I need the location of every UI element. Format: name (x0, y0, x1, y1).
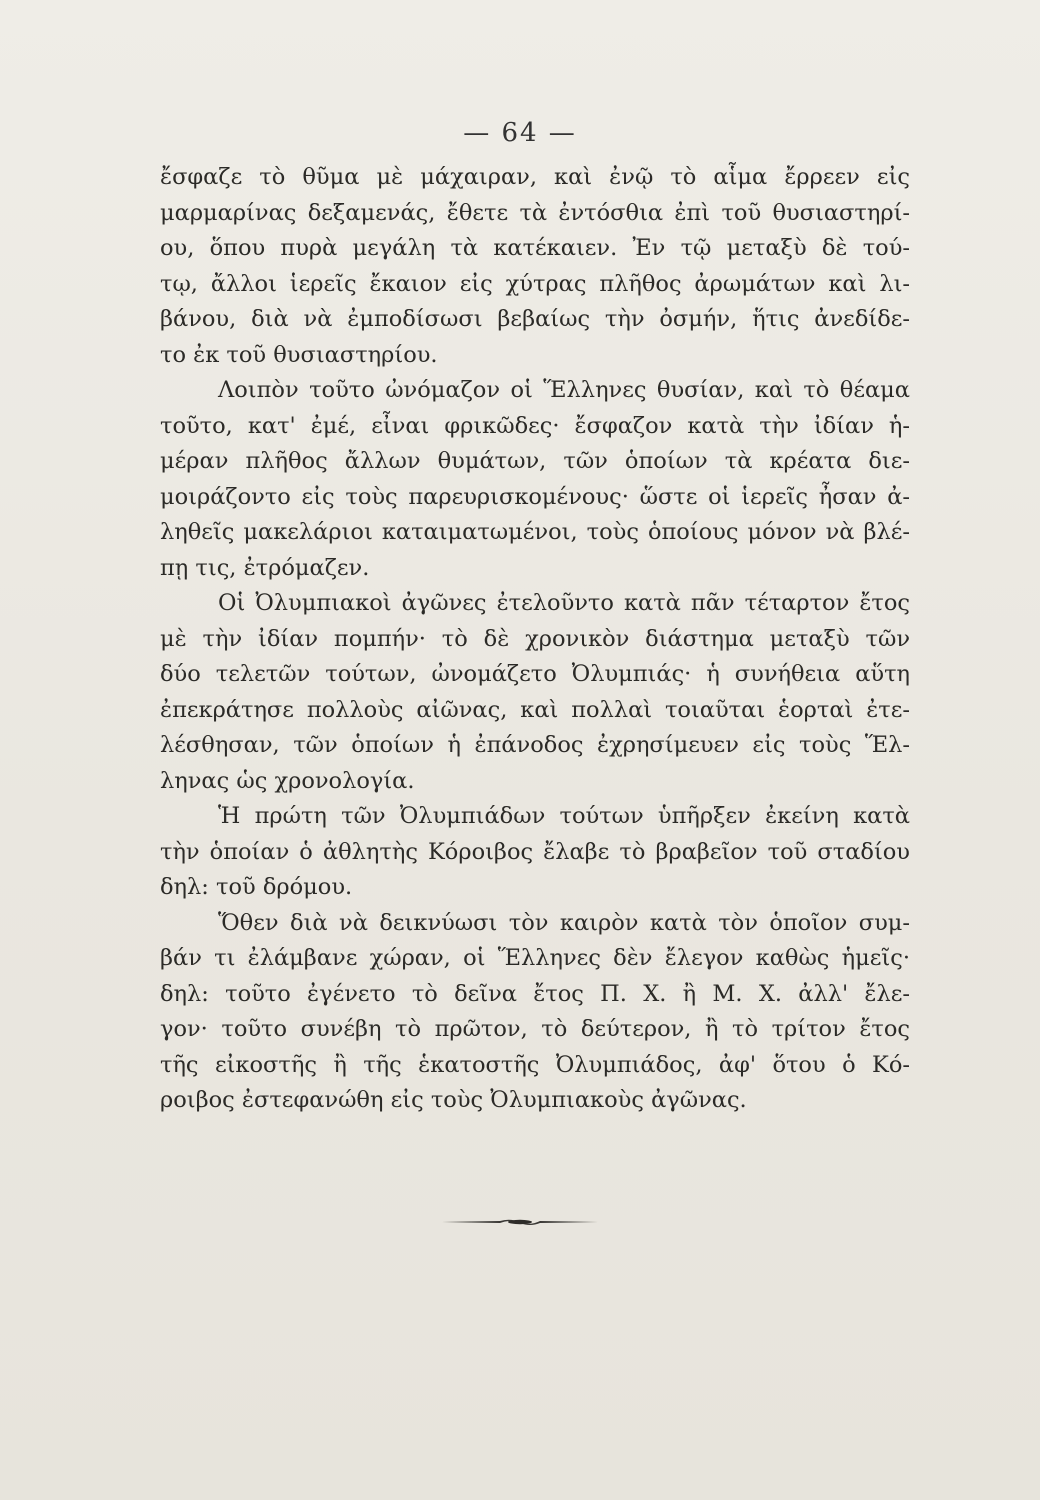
text-line: ληθεῖς μακελάριοι καταιματωμένοι, τοὺς ὁποίους μόνον νὰ βλέ- (160, 519, 910, 545)
text-line: Λοιπὸν τοῦτο ὠνόμαζον οἱ Ἕλληνες θυσίαν, καὶ τὸ θέαμα (218, 377, 910, 403)
end-ornament-icon (440, 1216, 600, 1228)
text-line: ληνας ὡς χρονολογία. (160, 767, 415, 794)
text-line: τῳ, ἄλλοι ἱερεῖς ἔκαιον εἰς χύτρας πλῆθος ἀρωμάτων καὶ λι- (160, 270, 910, 297)
text-line: το ἐκ τοῦ θυσιαστηρίου. (160, 341, 438, 368)
text-line: βάν τι ἐλάμβανε χώραν, οἱ Ἕλληνες δὲν ἔλεγον καθὼς ἡμεῖς· (160, 945, 910, 971)
text-line: τῆς εἰκοστῆς ἢ τῆς ἑκατοστῆς Ὀλυμπιάδος, ἀφ' ὅτου ὁ Κό- (160, 1051, 910, 1078)
paragraph-5 (160, 906, 910, 1119)
text-line: τὴν ὁποίαν ὁ ἀθλητὴς Κόροιβος ἔλαβε τὸ βραβεῖον τοῦ σταδίου (160, 838, 910, 865)
text-line: μαρμαρίνας δεξαμενάς, ἔθετε τὰ ἐντόσθια ἐπὶ τοῦ θυσιαστηρί- (160, 199, 910, 226)
text-line: μοιράζοντο εἰς τοὺς παρευρισκομένους· ὥστε οἱ ἱερεῖς ἦσαν ἀ- (160, 483, 910, 510)
paragraph-4 (160, 799, 910, 906)
text-line: τοῦτο, κατ' ἐμέ, εἶναι φρικῶδες· ἔσφαζον κατὰ τὴν ἰδίαν ἡ- (160, 412, 910, 439)
text-line: βάνου, διὰ νὰ ἐμποδίσωσι βεβαίως τὴν ὀσμήν, ἥτις ἀνεδίδε- (160, 306, 910, 332)
text-line: μὲ τὴν ἰδίαν πομπήν· τὸ δὲ χρονικὸν διάστημα μεταξὺ τῶν (160, 625, 910, 652)
text-line: Ἡ πρώτη τῶν Ὀλυμπιάδων τούτων ὑπῆρξεν ἐκείνη κατὰ (218, 803, 910, 829)
text-line: Ὅθεν διὰ νὰ δεικνύωσι τὸν καιρὸν κατὰ τὸν ὁποῖον συμ- (218, 909, 910, 936)
text-line: λέσθησαν, τῶν ὁποίων ἡ ἐπάνοδος ἐχρησίμευεν εἰς τοὺς Ἕλ- (160, 732, 910, 758)
text-line: Οἱ Ὀλυμπιακοὶ ἀγῶνες ἐτελοῦντο κατὰ πᾶν τέταρτον ἔτος (218, 590, 910, 616)
text-line: γον· τοῦτο συνέβη τὸ πρῶτον, τὸ δεύτερον, ἢ τὸ τρίτον ἔτος (160, 1016, 910, 1042)
text-line: δηλ: τοῦ δρόμου. (160, 874, 353, 900)
body-text (160, 160, 910, 1119)
text-line: δύο τελετῶν τούτων, ὠνομάζετο Ὀλυμπιάς· ἡ συνήθεια αὕτη (160, 661, 910, 687)
text-line: δηλ: τοῦτο ἐγένετο τὸ δεῖνα ἔτος Π. Χ. ἢ Μ. Χ. ἀλλ' ἔλε- (160, 980, 910, 1007)
text-line: πῃ τις, ἐτρόμαζεν. (160, 554, 370, 581)
text-line: ἐπεκράτησε πολλοὺς αἰῶνας, καὶ πολλαὶ τοιαῦται ἑορταὶ ἐτε- (160, 696, 910, 723)
page-number: — 64 — (463, 118, 577, 148)
paragraph-2 (160, 373, 910, 586)
text-line: ροιβος ἐστεφανώθη εἰς τοὺς Ὀλυμπιακοὺς ἀγῶνας. (160, 1087, 747, 1113)
text-line: ἔσφαζε τὸ θῦμα μὲ μάχαιραν, καὶ ἐνῷ τὸ αἷμα ἔρρεεν εἰς (160, 164, 910, 190)
text-line: μέραν πλῆθος ἄλλων θυμάτων, τῶν ὁποίων τὰ κρέατα διε- (160, 448, 910, 474)
paragraph-1 (160, 160, 910, 373)
text-line: ου, ὅπου πυρὰ μεγάλη τὰ κατέκαιεν. Ἐν τῷ μεταξὺ δὲ τού- (160, 235, 910, 261)
paragraph-3 (160, 586, 910, 799)
